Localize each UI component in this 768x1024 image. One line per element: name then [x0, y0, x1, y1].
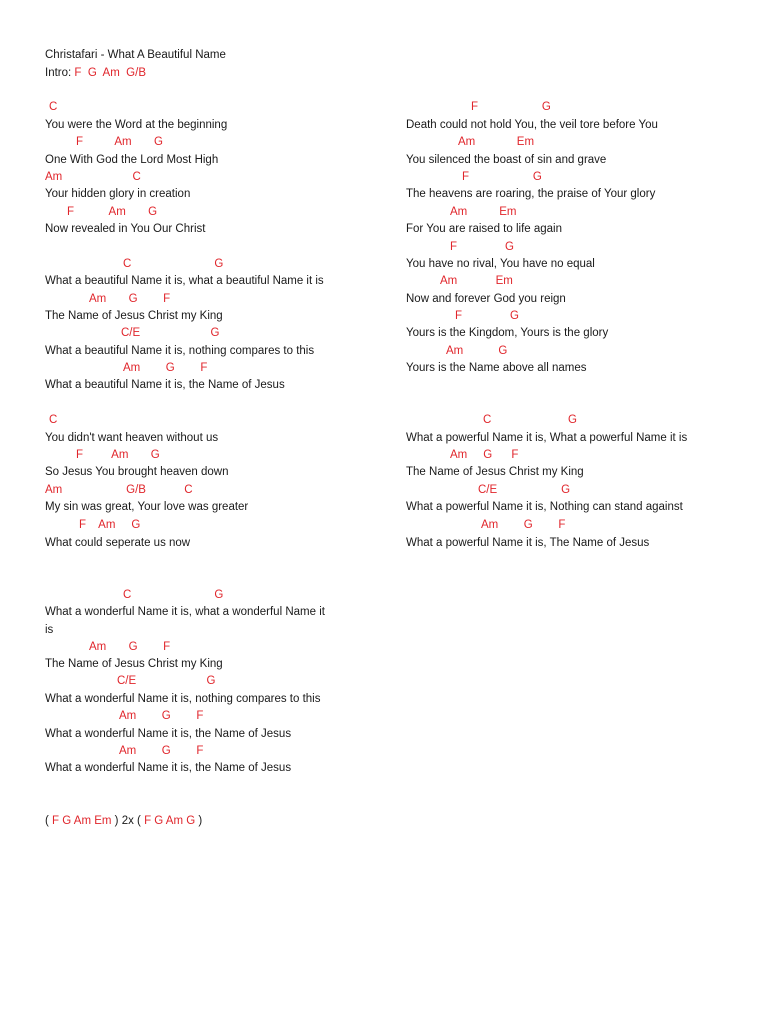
chord-line: Am C — [45, 171, 141, 183]
chord-line: C G — [123, 258, 224, 270]
lyric-line: The Name of Jesus Christ my King — [45, 310, 223, 322]
chord-line: F G — [462, 171, 542, 183]
chord-line: C/E G — [121, 327, 220, 339]
lyric-line: Now and forever God you reign — [406, 293, 566, 305]
outro-chords-2: F G Am G — [144, 815, 196, 827]
chord-line: F Am G — [79, 519, 141, 531]
lyric-line: Yours is the Name above all names — [406, 362, 587, 374]
chord-line: F G — [455, 310, 519, 322]
lyric-line: Now revealed in You Our Christ — [45, 223, 206, 235]
lyric-line: The Name of Jesus Christ my King — [45, 658, 223, 670]
outro-repeat: ) 2x ( — [114, 815, 141, 827]
lyric-line: is — [45, 624, 54, 636]
chord-line: Am Em — [440, 275, 513, 287]
lyric-line: Yours is the Kingdom, Yours is the glory — [406, 327, 609, 339]
lyric-line: So Jesus You brought heaven down — [45, 466, 229, 478]
chord-line: Am G F — [119, 745, 204, 757]
lyric-line: You silenced the boast of sin and grave — [406, 154, 607, 166]
lyric-line: You have no rival, You have no equal — [406, 258, 595, 270]
chord-line: Am G/B C — [45, 484, 193, 496]
lyric-line: The Name of Jesus Christ my King — [406, 466, 584, 478]
lyric-line: What a wonderful Name it is, what a wonderful Name it — [45, 606, 325, 618]
lyric-line: What a wonderful Name it is, nothing compares to this — [45, 693, 321, 705]
lyric-line: You were the Word at the beginning — [45, 119, 228, 131]
outro-chords-1: F G Am Em — [52, 815, 112, 827]
chord-line: C/E G — [478, 484, 571, 496]
chord-line: Am G F — [119, 710, 204, 722]
outro-paren-close: ) — [198, 815, 203, 827]
chord-line: Am G F — [123, 362, 208, 374]
chord-line: Am G F — [450, 449, 519, 461]
chord-line: C G — [483, 414, 577, 426]
chord-line: Am Em — [450, 206, 517, 218]
song-title: Christafari - What A Beautiful Name — [45, 49, 226, 61]
chord-line: F G — [471, 101, 551, 113]
chord-line: F Am G — [67, 206, 158, 218]
chord-line: Am G F — [481, 519, 566, 531]
lyric-line: What a wonderful Name it is, the Name of Jesus — [45, 762, 292, 774]
lyric-line: What a powerful Name it is, The Name of Jesus — [406, 537, 650, 549]
lyric-line: What a beautiful Name it is, what a beautiful Name it is — [45, 275, 324, 287]
lyric-line: Death could not hold You, the veil tore before You — [406, 119, 658, 131]
intro-chords: F G Am G/B — [74, 67, 146, 79]
chord-line: C — [49, 414, 58, 426]
chord-line: Am G F — [89, 293, 171, 305]
chord-line: Am G — [446, 345, 508, 357]
lyric-line: What a beautiful Name it is, nothing compares to this — [45, 345, 315, 357]
chord-line: C/E G — [117, 675, 216, 687]
outro-paren-open: ( — [45, 815, 49, 827]
lyric-line: What a powerful Name it is, What a powerful Name it is — [406, 432, 688, 444]
intro-line — [45, 66, 146, 80]
lyric-line: One With God the Lord Most High — [45, 154, 219, 166]
chord-line: F Am G — [76, 449, 160, 461]
chord-line: F G — [450, 241, 514, 253]
lyric-line: What a beautiful Name it is, the Name of Jesus — [45, 379, 285, 391]
lyric-line: What could seperate us now — [45, 537, 191, 549]
lyric-line: Your hidden glory in creation — [45, 188, 191, 200]
intro-label: Intro: — [45, 67, 72, 79]
chord-line: Am Em — [458, 136, 535, 148]
lyric-line: The heavens are roaring, the praise of Your glory — [406, 188, 656, 200]
lyric-line: For You are raised to life again — [406, 223, 562, 235]
chord-line: F Am G — [76, 136, 163, 148]
chord-line: C — [49, 101, 58, 113]
outro-line — [45, 814, 202, 828]
lyric-line: What a wonderful Name it is, the Name of Jesus — [45, 728, 292, 740]
chord-line: Am G F — [89, 641, 171, 653]
chord-line: C G — [123, 589, 224, 601]
lyric-line: You didn't want heaven without us — [45, 432, 219, 444]
lyric-line: What a powerful Name it is, Nothing can stand against — [406, 501, 683, 513]
lyric-line: My sin was great, Your love was greater — [45, 501, 249, 513]
